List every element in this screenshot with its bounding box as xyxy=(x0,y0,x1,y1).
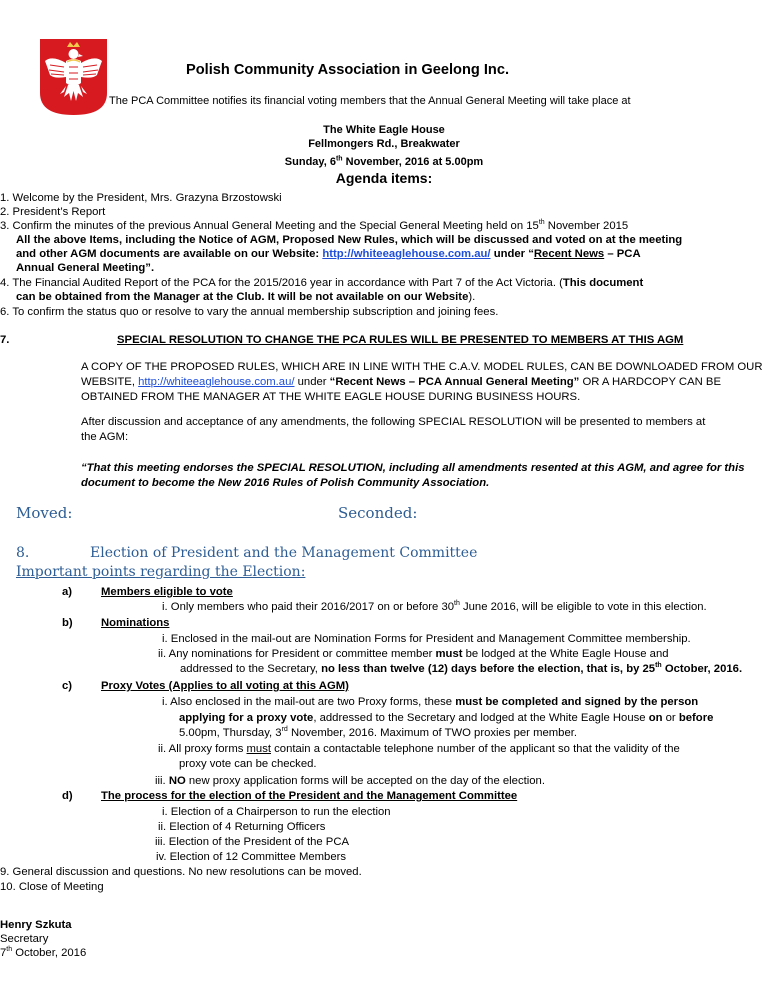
point-c-i-text: i. Also enclosed in the mail-out are two Proxy forms, these xyxy=(162,696,456,708)
point-c-iii-num: iii. xyxy=(155,775,169,787)
point-b-ii-deadline: no less than twelve (12) days before the election, that is, by 25 xyxy=(321,663,656,675)
point-a-label: a) xyxy=(62,586,73,598)
agenda-item-3 xyxy=(0,219,628,233)
point-c-i-post: November, 2016. Maximum of TWO proxies per member. xyxy=(287,727,578,739)
agenda-item-2: 2. President’s Report xyxy=(0,206,106,218)
org-title: Polish Community Association in Geelong Inc. xyxy=(186,62,509,78)
meeting-date xyxy=(0,155,768,169)
p1-recent-news: “Recent News – PCA Annual General Meeting” xyxy=(329,376,580,388)
point-b-ii xyxy=(158,647,742,677)
polish-eagle-logo xyxy=(40,39,107,115)
intro-text: The PCA Committee notifies its financial voting members that the Annual General Meeting will take place at xyxy=(109,95,631,107)
agenda-item-10: 10. Close of Meeting xyxy=(0,881,104,893)
date-text: Sunday, 6 xyxy=(284,156,336,168)
agenda-heading: Agenda items: xyxy=(335,170,433,186)
point-b-ii-deadline-end: October, 2016. xyxy=(661,663,743,675)
agenda-item-3-sup: th xyxy=(538,219,545,227)
venue-name: The White Eagle House xyxy=(323,124,445,136)
point-c-ii-must: must xyxy=(246,743,271,755)
signature-date-sup: th xyxy=(6,946,13,954)
agenda-item-9: 9. General discussion and questions. No new resolutions can be moved. xyxy=(0,866,362,878)
item-8-title: Election of President and the Management Committee xyxy=(90,545,478,561)
documents-note-line1: All the above Items, including the Notice of AGM, Proposed New Rules, which will be discussed and voted on at the meeting xyxy=(16,234,683,246)
documents-note-line2 xyxy=(16,247,682,261)
point-b-ii-must: must xyxy=(435,648,463,660)
point-c-label: c) xyxy=(62,680,73,692)
point-b-label: b) xyxy=(62,617,73,629)
p2-line1: After discussion and acceptance of any amendments, the following SPECIAL RESOLUTION will be presented to members at xyxy=(81,416,706,428)
point-c-ii-line2: proxy vote can be checked. xyxy=(179,758,317,770)
p1-line2 xyxy=(81,375,763,390)
resolution-text xyxy=(81,461,745,491)
signature-date-rest: October, 2016 xyxy=(12,947,87,959)
point-d-title: The process for the election of the President and the Management Committee xyxy=(101,790,518,802)
item-8-number: 8. xyxy=(16,545,30,561)
point-c-iii-no: NO xyxy=(168,775,186,787)
signature-date-day: 7 xyxy=(0,947,7,959)
point-c-i-sup: rd xyxy=(281,726,288,734)
point-c-ii xyxy=(158,742,680,772)
seconded-label: Seconded: xyxy=(338,504,418,522)
documents-note-under: under “ xyxy=(490,248,534,260)
date-text-post: November, 2016 at 5.00pm xyxy=(342,156,484,168)
election-points-heading: Important points regarding the Election: xyxy=(16,564,306,580)
secretary-role: Secretary xyxy=(0,933,49,945)
point-c-title: Proxy Votes (Applies to all voting at this AGM) xyxy=(101,680,349,692)
point-d-i: i. Election of a Chairperson to run the election xyxy=(162,806,391,818)
point-a-i xyxy=(162,600,707,614)
agenda-item-4 xyxy=(0,276,643,304)
website-link-2[interactable]: http://whiteeaglehouse.com.au/ xyxy=(138,376,295,388)
secretary-name: Henry Szkuta xyxy=(0,919,72,931)
p1-website-label: WEBSITE, xyxy=(81,376,139,388)
p2-line2: the AGM: xyxy=(81,431,129,443)
documents-note-pca: – PCA xyxy=(604,248,641,260)
documents-note-line3: Annual General Meeting”. xyxy=(16,262,155,274)
signature-date xyxy=(0,946,86,960)
agenda-item-4-end: ). xyxy=(468,291,476,303)
resolution-line2: document to become the New 2016 Rules of Polish Community Association. xyxy=(81,477,490,489)
item-7-paragraph-1 xyxy=(81,360,763,405)
point-c-ii-post: contain a contactable telephone number of the applicant so that the validity of the xyxy=(271,743,680,755)
resolution-line1: “That this meeting endorses the SPECIAL RESOLUTION, including all amendments resented at this AGM, and agree for this xyxy=(81,462,745,474)
point-b-ii-text: ii. Any nominations for President or committee member xyxy=(158,648,436,660)
point-a-title: Members eligible to vote xyxy=(101,586,233,598)
point-b-ii-post: be lodged at the White Eagle House and xyxy=(462,648,669,660)
point-c-i-proxy: applying for a proxy vote xyxy=(179,711,314,724)
venue-address: Fellmongers Rd., Breakwater xyxy=(308,138,460,150)
point-a-i-sup: th xyxy=(454,600,460,608)
point-c-i-mid: , addressed to the Secretary and lodged at the White Eagle House xyxy=(313,711,649,724)
p1-under: under xyxy=(294,376,330,388)
agenda-item-4-bold: This document xyxy=(562,277,644,289)
point-b-ii-line2: addressed to the Secretary, xyxy=(180,663,322,675)
agenda-item-1: 1. Welcome by the President, Mrs. Grazyna Brzostowski xyxy=(0,192,282,204)
point-c-i-bold: must be completed and signed by the person xyxy=(455,696,699,708)
p1-hardcopy: OR A HARDCOPY CAN BE xyxy=(579,376,721,388)
agenda-item-3-post: November 2015 xyxy=(544,220,629,232)
documents-note xyxy=(16,233,682,275)
point-b-title: Nominations xyxy=(101,617,170,629)
agenda-item-3-text: 3. Confirm the minutes of the previous Annual General Meeting and the Special General Meeting held on 15 xyxy=(0,220,539,232)
point-c-i-line3: 5.00pm, Thursday, 3 xyxy=(179,727,282,739)
moved-label: Moved: xyxy=(16,504,73,522)
point-c-i-on: on xyxy=(648,711,663,724)
point-c-iii xyxy=(155,774,545,788)
point-d-iv: iv. Election of 12 Committee Members xyxy=(156,851,347,863)
point-b-ii-sup: th xyxy=(655,662,662,670)
agenda-item-4-bold-2: can be obtained from the Manager at the Club. It will be not available on our Website xyxy=(16,291,469,303)
point-b-i: i. Enclosed in the mail-out are Nomination Forms for President and Management Committee membership. xyxy=(162,633,691,645)
point-c-i-before: before xyxy=(678,711,714,724)
point-c-i xyxy=(162,695,713,742)
recent-news-label: Recent News xyxy=(533,248,605,260)
item-7-number: 7. xyxy=(0,334,10,346)
point-c-ii-text: ii. All proxy forms xyxy=(158,743,247,755)
item-7-paragraph-2 xyxy=(81,415,705,445)
item-7-heading: SPECIAL RESOLUTION TO CHANGE THE PCA RULES WILL BE PRESENTED TO MEMBERS AT THIS AGM xyxy=(117,334,684,346)
date-sup: th xyxy=(335,155,343,163)
point-c-i-or: or xyxy=(662,711,679,724)
agenda-item-6: 6. To confirm the status quo or resolve to vary the annual membership subscription and joining fees. xyxy=(0,306,499,318)
point-a-i-post: June 2016, will be eligible to vote in this election. xyxy=(459,601,707,613)
point-d-label: d) xyxy=(62,790,73,802)
website-link[interactable]: http://whiteeaglehouse.com.au/ xyxy=(322,248,491,260)
p1-line3: OBTAINED FROM THE MANAGER AT THE WHITE EAGLE HOUSE DURING BUSINESS HOURS. xyxy=(81,391,581,403)
agenda-item-4-text: 4. The Financial Audited Report of the PCA for the 2015/2016 year in accordance with Part 7 of the Act Victoria. ( xyxy=(0,277,563,289)
p1-line1: A COPY OF THE PROPOSED RULES, WHICH ARE IN LINE WITH THE C.A.V. MODEL RULES, CAN BE DOWNLOADED FROM OUR xyxy=(81,361,763,373)
documents-note-text: and other AGM documents are available on our Website: xyxy=(16,248,323,260)
point-d-ii: ii. Election of 4 Returning Officers xyxy=(158,821,326,833)
point-d-iii: iii. Election of the President of the PCA xyxy=(155,836,350,848)
point-c-iii-text: new proxy application forms will be accepted on the day of the election. xyxy=(185,775,545,787)
point-a-i-text: i. Only members who paid their 2016/2017 on or before 30 xyxy=(162,601,455,613)
